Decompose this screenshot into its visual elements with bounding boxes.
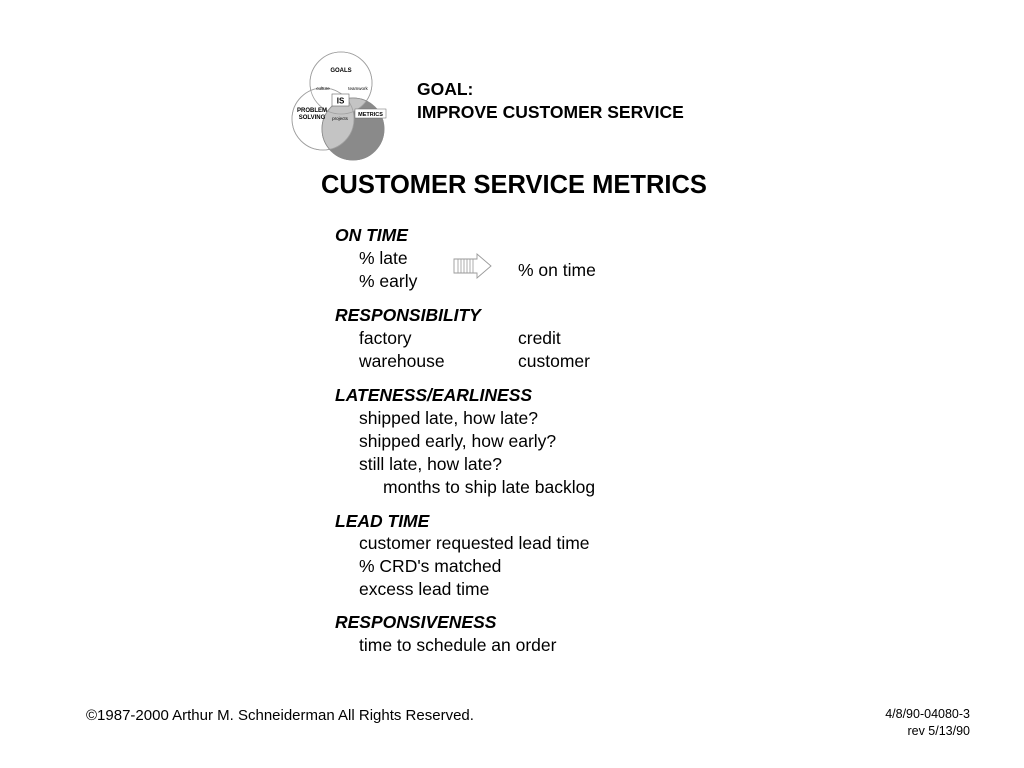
list-item: time to schedule an order [359, 635, 557, 655]
list-item: still late, how late? [359, 454, 502, 474]
section-heading-responsibility: RESPONSIBILITY [335, 305, 481, 325]
venn-label-goals: GOALS [330, 68, 352, 74]
list-sub-item: months to ship late backlog [383, 477, 596, 497]
venn-label-is: IS [336, 96, 345, 106]
goal-label: GOAL: [417, 79, 474, 99]
venn-label-metrics: METRICS [358, 111, 383, 118]
copyright-notice: ©1987-2000 Arthur M. Schneiderman All Rights Reserved. [86, 707, 474, 724]
list-item: customer requested lead time [359, 533, 590, 553]
goal-block [417, 78, 684, 124]
list-item: shipped late, how late? [359, 408, 539, 428]
document-reference [885, 706, 970, 740]
venn-logo [290, 48, 390, 166]
reference-id: 4/8/90-04080-3 [885, 707, 970, 721]
list-item: customer [518, 351, 590, 371]
page-title: CUSTOMER SERVICE METRICS [321, 171, 707, 199]
list-item: shipped early, how early? [359, 431, 557, 451]
list-item: credit [518, 328, 561, 348]
list-item: % early [359, 271, 418, 291]
arrow-right-icon [453, 253, 493, 279]
venn-label-culture: culture [316, 86, 330, 91]
section-heading-on-time: ON TIME [335, 225, 408, 245]
section-heading-lead-time: LEAD TIME [335, 511, 430, 531]
list-item: factory [359, 328, 412, 348]
venn-label-teamwork: teamwork [348, 86, 368, 91]
venn-label-problem: PROBLEM [297, 108, 327, 114]
goal-text: IMPROVE CUSTOMER SERVICE [417, 102, 684, 122]
list-item: % late [359, 248, 408, 268]
section-heading-lateness: LATENESS/EARLINESS [335, 385, 533, 405]
list-item: excess lead time [359, 579, 490, 599]
list-item: % CRD's matched [359, 556, 502, 576]
section-heading-responsiveness: RESPONSIVENESS [335, 612, 497, 632]
on-time-result: % on time [518, 260, 596, 280]
venn-label-solving: SOLVING [298, 115, 326, 121]
venn-label-projects: projects [332, 116, 348, 121]
revision-date: rev 5/13/90 [907, 724, 970, 738]
list-item: warehouse [359, 351, 445, 371]
